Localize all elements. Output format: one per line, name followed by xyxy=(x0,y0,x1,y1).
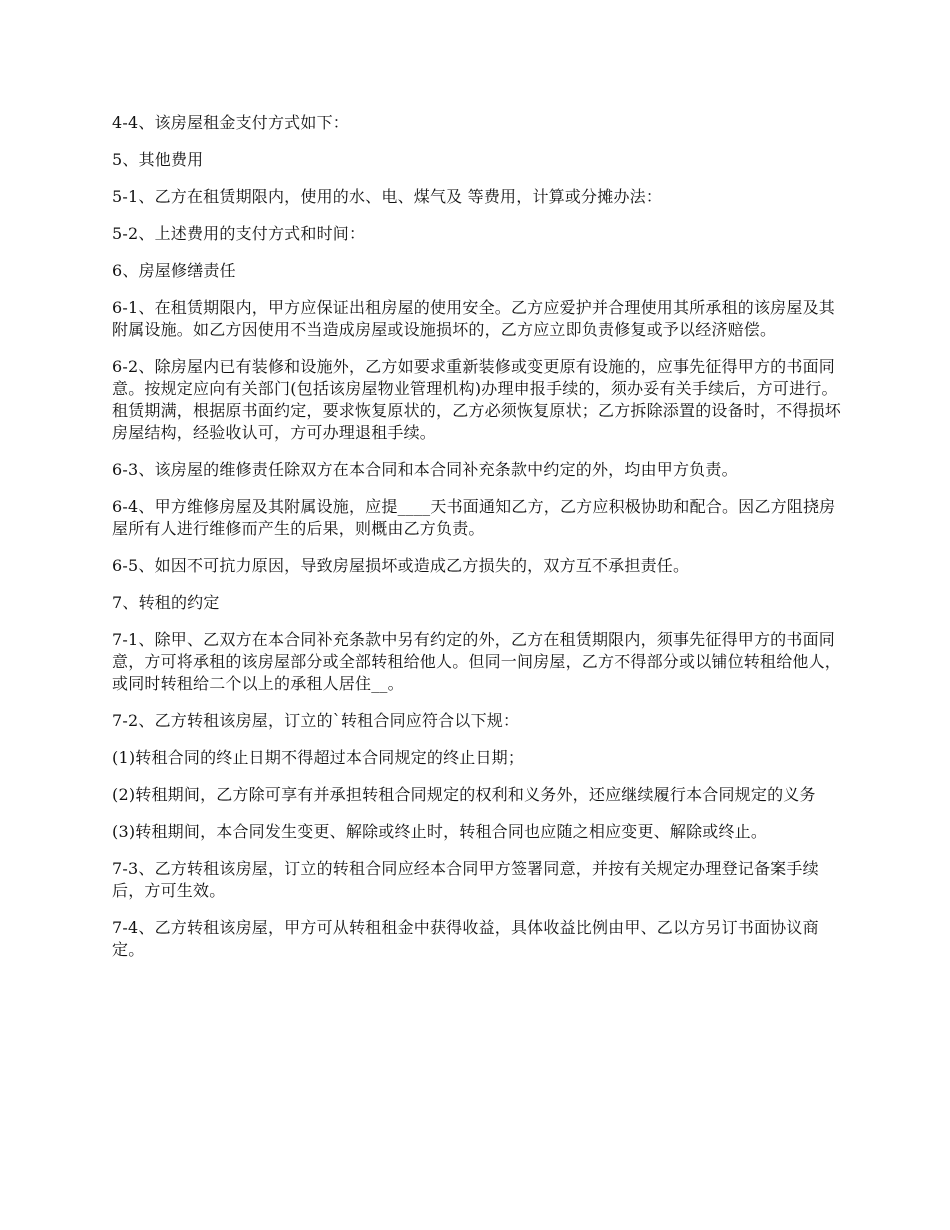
clause-6-3: 6-3、该房屋的维修责任除双方在本合同和本合同补充条款中约定的外，均由甲方负责。 xyxy=(112,460,738,479)
clause-5-1: 5-1、乙方在租赁期限内，使用的水、电、煤气及 等费用，计算或分摊办法： xyxy=(112,187,663,206)
clause-6-2: 6-2、除房屋内已有装修和设施外，乙方如要求重新装修或变更原有设施的，应事先征得甲方的书面同意。按规定应向有关部门(包括该房屋物业管理机构)办理申报手续的，须办妥有关手续后，方可进行。租赁期满，根据原书面约定，要求恢复原状的，乙方必须恢复原状；乙方拆除添置的设备时，不得损坏房屋结构，经验收认可，方可办理退租手续。 xyxy=(112,357,842,442)
clause-7-1: 7-1、除甲、乙双方在本合同补充条款中另有约定的外，乙方在租赁期限内，须事先征得甲方的书面同意，方可将承租的该房屋部分或全部转租给他人。但同一间房屋，乙方不得部分或以铺位转租给他人，或同时转租给二个以上的承租人居住__。 xyxy=(112,630,842,693)
section-6-heading: 6、房屋修缮责任 xyxy=(112,261,236,280)
section-5-heading: 5、其他费用 xyxy=(112,150,204,169)
clause-4-4: 4-4、该房屋租金支付方式如下： xyxy=(112,113,349,132)
clause-7-2-item-1: (1)转租合同的终止日期不得超过本合同规定的终止日期； xyxy=(112,748,525,767)
clause-6-5: 6-5、如因不可抗力原因，导致房屋损坏或造成乙方损失的，双方互不承担责任。 xyxy=(112,556,690,575)
clause-7-4: 7-4、乙方转租该房屋，甲方可从转租租金中获得收益，具体收益比例由甲、乙以方另订书面协议商定。 xyxy=(112,918,819,959)
clause-5-2: 5-2、上述费用的支付方式和时间： xyxy=(112,224,366,243)
document-page xyxy=(112,112,842,976)
section-7-heading: 7、转租的约定 xyxy=(112,593,220,612)
clause-6-4: 6-4、甲方维修房屋及其附属设施，应提____天书面通知乙方，乙方应积极协助和配合。因乙方阻挠房屋所有人进行维修而产生的后果，则概由乙方负责。 xyxy=(112,497,836,538)
clause-7-2: 7-2、乙方转租该房屋，订立的`转租合同应符合以下规： xyxy=(112,711,520,730)
clause-6-1: 6-1、在租赁期限内，甲方应保证出租房屋的使用安全。乙方应爱护并合理使用其所承租的该房屋及其附属设施。如乙方因使用不当造成房屋或设施损坏的，乙方应立即负责修复或予以经济赔偿。 xyxy=(112,298,835,339)
clause-7-2-item-3: (3)转租期间，本合同发生变更、解除或终止时，转租合同也应随之相应变更、解除或终止。 xyxy=(112,822,768,841)
clause-7-2-item-2: (2)转租期间，乙方除可享有并承担转租合同规定的权利和义务外，还应继续履行本合同规定的义务 xyxy=(112,785,816,804)
clause-7-3: 7-3、乙方转租该房屋，订立的转租合同应经本合同甲方签署同意，并按有关规定办理登记备案手续后，方可生效。 xyxy=(112,859,819,900)
